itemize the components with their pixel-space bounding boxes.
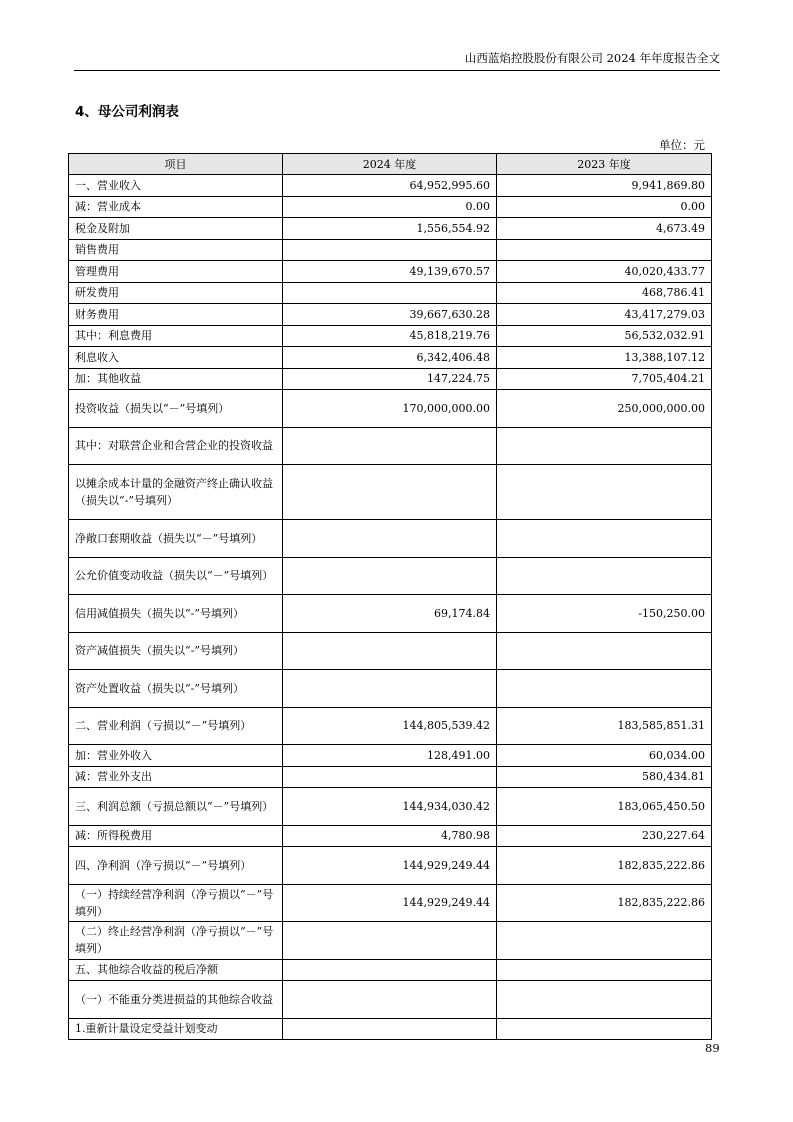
- value-2023: 60,034.00: [497, 745, 712, 767]
- value-2023: [497, 239, 712, 261]
- value-2024: [283, 239, 497, 261]
- table-row: [69, 175, 712, 197]
- row-item-label: 销售费用: [69, 239, 283, 261]
- table-row: [69, 632, 712, 670]
- row-item-label: 资产减值损失（损失以“-”号填列）: [69, 632, 283, 670]
- row-item-label: 净敞口套期收益（损失以“－”号填列）: [69, 520, 283, 558]
- table-row: [69, 595, 712, 633]
- table-row: [69, 465, 712, 520]
- value-2023: [497, 922, 712, 960]
- value-2023: 182,835,222.86: [497, 884, 712, 922]
- table-row: [69, 745, 712, 767]
- value-2024: [283, 670, 497, 708]
- value-2024: [283, 465, 497, 520]
- value-2024: [283, 1018, 497, 1040]
- row-item-label: 加：其他收益: [69, 368, 283, 390]
- value-2024: 144,929,249.44: [283, 847, 497, 885]
- table-row: [69, 884, 712, 922]
- value-2023: 4,673.49: [497, 218, 712, 240]
- table-row: [69, 261, 712, 283]
- value-2023: 183,585,851.31: [497, 707, 712, 745]
- row-item-label: 二、营业利润（亏损以“－”号填列）: [69, 707, 283, 745]
- table-row: [69, 520, 712, 558]
- row-item-label: 资产处置收益（损失以“-”号填列）: [69, 670, 283, 708]
- row-item-label: （一）持续经营净利润（净亏损以“－”号填列）: [69, 884, 283, 922]
- value-2024: 0.00: [283, 196, 497, 218]
- value-2024: [283, 922, 497, 960]
- row-item-label: 减：营业成本: [69, 196, 283, 218]
- value-2024: [283, 427, 497, 465]
- value-2023: [497, 670, 712, 708]
- value-2023: 40,020,433.77: [497, 261, 712, 283]
- row-item-label: 公允价值变动收益（损失以“－”号填列）: [69, 557, 283, 595]
- value-2023: 7,705,404.21: [497, 368, 712, 390]
- table-row: [69, 981, 712, 1019]
- value-2023: [497, 520, 712, 558]
- table-row: [69, 239, 712, 261]
- value-2024: [283, 520, 497, 558]
- value-2024: 6,342,406.48: [283, 347, 497, 369]
- value-2023: 13,388,107.12: [497, 347, 712, 369]
- value-2023: 250,000,000.00: [497, 390, 712, 428]
- value-2024: 144,934,030.42: [283, 788, 497, 826]
- value-2023: [497, 981, 712, 1019]
- value-2023: 468,786.41: [497, 282, 712, 304]
- table-row: [69, 368, 712, 390]
- table-row: [69, 282, 712, 304]
- value-2023: -150,250.00: [497, 595, 712, 633]
- value-2023: 182,835,222.86: [497, 847, 712, 885]
- row-item-label: 其中：利息费用: [69, 325, 283, 347]
- value-2023: [497, 427, 712, 465]
- document-title: 山西蓝焰控股股份有限公司 2024 年年度报告全文: [464, 51, 720, 65]
- row-item-label: 以摊余成本计量的金融资产终止确认收益（损失以“-”号填列）: [69, 465, 283, 520]
- value-2024: 49,139,670.57: [283, 261, 497, 283]
- table-row: [69, 218, 712, 240]
- table-row: [69, 825, 712, 847]
- row-item-label: 一、营业收入: [69, 175, 283, 197]
- value-2023: [497, 632, 712, 670]
- row-item-label: 减：营业外支出: [69, 766, 283, 788]
- value-2023: 56,532,032.91: [497, 325, 712, 347]
- column-header-item: 项目: [69, 154, 283, 175]
- row-item-label: 财务费用: [69, 304, 283, 326]
- row-item-label: 信用减值损失（损失以“-”号填列）: [69, 595, 283, 633]
- value-2024: 45,818,219.76: [283, 325, 497, 347]
- table-row: [69, 670, 712, 708]
- value-2024: 128,491.00: [283, 745, 497, 767]
- value-2023: 9,941,869.80: [497, 175, 712, 197]
- income-statement-table: [68, 153, 712, 1040]
- value-2024: [283, 557, 497, 595]
- row-item-label: 1.重新计量设定受益计划变动: [69, 1018, 283, 1040]
- section-title: 4、母公司利润表: [75, 104, 179, 120]
- row-item-label: 减：所得税费用: [69, 825, 283, 847]
- column-header-2024: 2024 年度: [283, 154, 497, 175]
- value-2023: 580,434.81: [497, 766, 712, 788]
- page-number: 89: [705, 1041, 720, 1055]
- table-row: [69, 707, 712, 745]
- table-header-row: [69, 154, 712, 175]
- value-2023: [497, 1018, 712, 1040]
- value-2024: [283, 282, 497, 304]
- table-row: [69, 347, 712, 369]
- value-2023: 230,227.64: [497, 825, 712, 847]
- value-2023: [497, 557, 712, 595]
- table-row: [69, 390, 712, 428]
- row-item-label: 投资收益（损失以“－”号填列）: [69, 390, 283, 428]
- value-2024: [283, 766, 497, 788]
- value-2024: 147,224.75: [283, 368, 497, 390]
- value-2023: 0.00: [497, 196, 712, 218]
- row-item-label: 加：营业外收入: [69, 745, 283, 767]
- value-2024: 64,952,995.60: [283, 175, 497, 197]
- row-item-label: （二）终止经营净利润（净亏损以“－”号填列）: [69, 922, 283, 960]
- table-row: [69, 766, 712, 788]
- table-row: [69, 959, 712, 981]
- table-row: [69, 557, 712, 595]
- value-2023: [497, 959, 712, 981]
- value-2024: [283, 632, 497, 670]
- value-2024: 39,667,630.28: [283, 304, 497, 326]
- column-header-2023: 2023 年度: [497, 154, 712, 175]
- row-item-label: 管理费用: [69, 261, 283, 283]
- value-2024: 4,780.98: [283, 825, 497, 847]
- value-2024: 1,556,554.92: [283, 218, 497, 240]
- table-row: [69, 1018, 712, 1040]
- row-item-label: 五、其他综合收益的税后净额: [69, 959, 283, 981]
- currency-unit: 单位：元: [659, 138, 705, 152]
- table-row: [69, 922, 712, 960]
- row-item-label: 其中：对联营企业和合营企业的投资收益: [69, 427, 283, 465]
- value-2024: 69,174.84: [283, 595, 497, 633]
- page-header: [74, 48, 720, 71]
- value-2023: [497, 465, 712, 520]
- value-2024: [283, 981, 497, 1019]
- row-item-label: 四、净利润（净亏损以“－”号填列）: [69, 847, 283, 885]
- value-2023: 43,417,279.03: [497, 304, 712, 326]
- table-row: [69, 788, 712, 826]
- table-row: [69, 325, 712, 347]
- value-2024: 144,805,539.42: [283, 707, 497, 745]
- value-2023: 183,065,450.50: [497, 788, 712, 826]
- row-item-label: 税金及附加: [69, 218, 283, 240]
- row-item-label: 研发费用: [69, 282, 283, 304]
- table-row: [69, 196, 712, 218]
- table-row: [69, 847, 712, 885]
- value-2024: [283, 959, 497, 981]
- value-2024: 144,929,249.44: [283, 884, 497, 922]
- table-row: [69, 427, 712, 465]
- row-item-label: 利息收入: [69, 347, 283, 369]
- row-item-label: 三、利润总额（亏损总额以“－”号填列）: [69, 788, 283, 826]
- table-row: [69, 304, 712, 326]
- row-item-label: （一）不能重分类进损益的其他综合收益: [69, 981, 283, 1019]
- value-2024: 170,000,000.00: [283, 390, 497, 428]
